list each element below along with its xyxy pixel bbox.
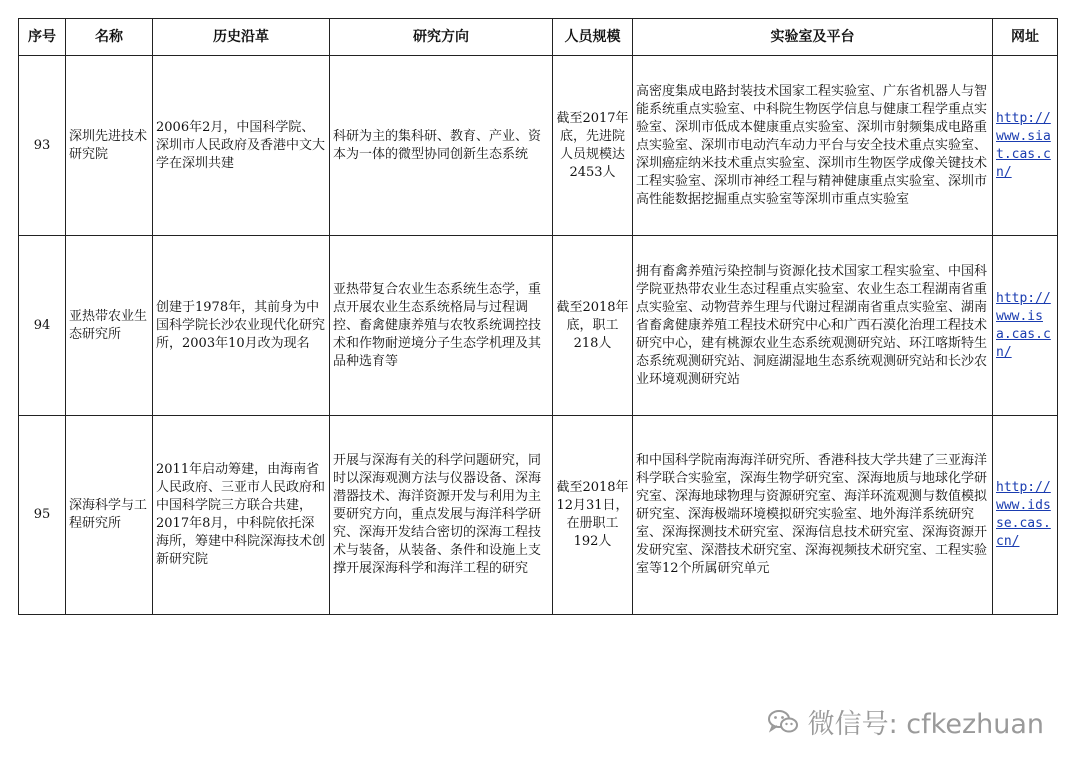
col-header-staff: 人员规模	[553, 19, 633, 56]
cell-url-link[interactable]: http://www.isa.cas.cn/	[993, 236, 1058, 416]
cell-no: 94	[19, 236, 66, 416]
col-header-labs: 实验室及平台	[633, 19, 993, 56]
wechat-watermark	[768, 702, 1044, 741]
cell-staff: 截至2017年底，先进院人员规模达2453人	[553, 56, 633, 236]
cell-labs: 拥有畜禽养殖污染控制与资源化技术国家工程实验室、中国科学院亚热带农业生态过程重点实验室、农业生态工程湖南省重点实验室、动物营养生理与代谢过程湖南省重点实验室、湖南省畜禽健康养殖工程技术研究中心和广西石漠化治理工程技术研究中心，建有桃源农业生态系统观测研究站、环江喀斯特生态系统观测研究站、洞庭湖湿地生态系统观测研究站和长沙农业环境观测研究站	[633, 236, 993, 416]
cell-history: 2006年2月，中国科学院、深圳市人民政府及香港中文大学在深圳共建	[153, 56, 330, 236]
cell-no: 95	[19, 416, 66, 615]
col-header-direction: 研究方向	[330, 19, 553, 56]
cell-direction: 开展与深海有关的科学问题研究，同时以深海观测方法与仪器设备、深海潜器技术、海洋资源开发与利用为主要研究方向，重点发展与海洋科学研究、深海开发结合密切的深海工程技术与装备，从装备、条件和设施上支撑开展深海科学和海洋工程的研究	[330, 416, 553, 615]
watermark-text: 微信号: cfkezhuan	[807, 709, 1044, 740]
institute-table	[18, 18, 1058, 615]
cell-url-link[interactable]: http://www.idsse.cas.cn/	[993, 416, 1058, 615]
table-row	[19, 416, 1058, 615]
col-header-name: 名称	[66, 19, 153, 56]
table-row	[19, 236, 1058, 416]
cell-url-link[interactable]: http://www.siat.cas.cn/	[993, 56, 1058, 236]
header-row	[19, 19, 1058, 56]
wechat-icon	[768, 709, 798, 735]
cell-staff: 截至2018年12月31日，在册职工192人	[553, 416, 633, 615]
cell-direction: 亚热带复合农业生态系统生态学，重点开展农业生态系统格局与过程调控、畜禽健康养殖与农牧系统调控技术和作物耐逆境分子生态学机理及其品种选育等	[330, 236, 553, 416]
col-header-history: 历史沿革	[153, 19, 330, 56]
cell-history: 创建于1978年，其前身为中国科学院长沙农业现代化研究所，2003年10月改为现名	[153, 236, 330, 416]
cell-direction: 科研为主的集科研、教育、产业、资本为一体的微型协同创新生态系统	[330, 56, 553, 236]
cell-name: 深海科学与工程研究所	[66, 416, 153, 615]
cell-labs: 高密度集成电路封装技术国家工程实验室、广东省机器人与智能系统重点实验室、中科院生物医学信息与健康工程学重点实验室、深圳市低成本健康重点实验室、深圳市射频集成电路重点实验室、深圳市电动汽车动力平台与安全技术重点实验室、深圳癌症纳米技术重点实验室、深圳市生物医学成像关键技术工程实验室、深圳市神经工程与精神健康重点实验室、深圳市高性能数据挖掘重点实验室等深圳市重点实验室	[633, 56, 993, 236]
cell-history: 2011年启动筹建，由海南省人民政府、三亚市人民政府和中国科学院三方联合共建，2017年8月，中科院依托深海所，筹建中科院深海技术创新研究院	[153, 416, 330, 615]
cell-name: 深圳先进技术研究院	[66, 56, 153, 236]
cell-staff: 截至2018年底，职工218人	[553, 236, 633, 416]
cell-labs: 和中国科学院南海海洋研究所、香港科技大学共建了三亚海洋科学联合实验室，深海生物学研究室、深海地质与地球化学研究室、深海地球物理与资源研究室、海洋环流观测与数值模拟研究室、深海极端环境模拟研究实验室、地外海洋系统研究室、深海探测技术研究室、深海信息技术研究室、深海资源开发研究室、深潜技术研究室、深海视频技术研究室、工程实验室等12个所属研究单元	[633, 416, 993, 615]
col-header-no: 序号	[19, 19, 66, 56]
table-row	[19, 56, 1058, 236]
col-header-url: 网址	[993, 19, 1058, 56]
cell-name: 亚热带农业生态研究所	[66, 236, 153, 416]
cell-no: 93	[19, 56, 66, 236]
